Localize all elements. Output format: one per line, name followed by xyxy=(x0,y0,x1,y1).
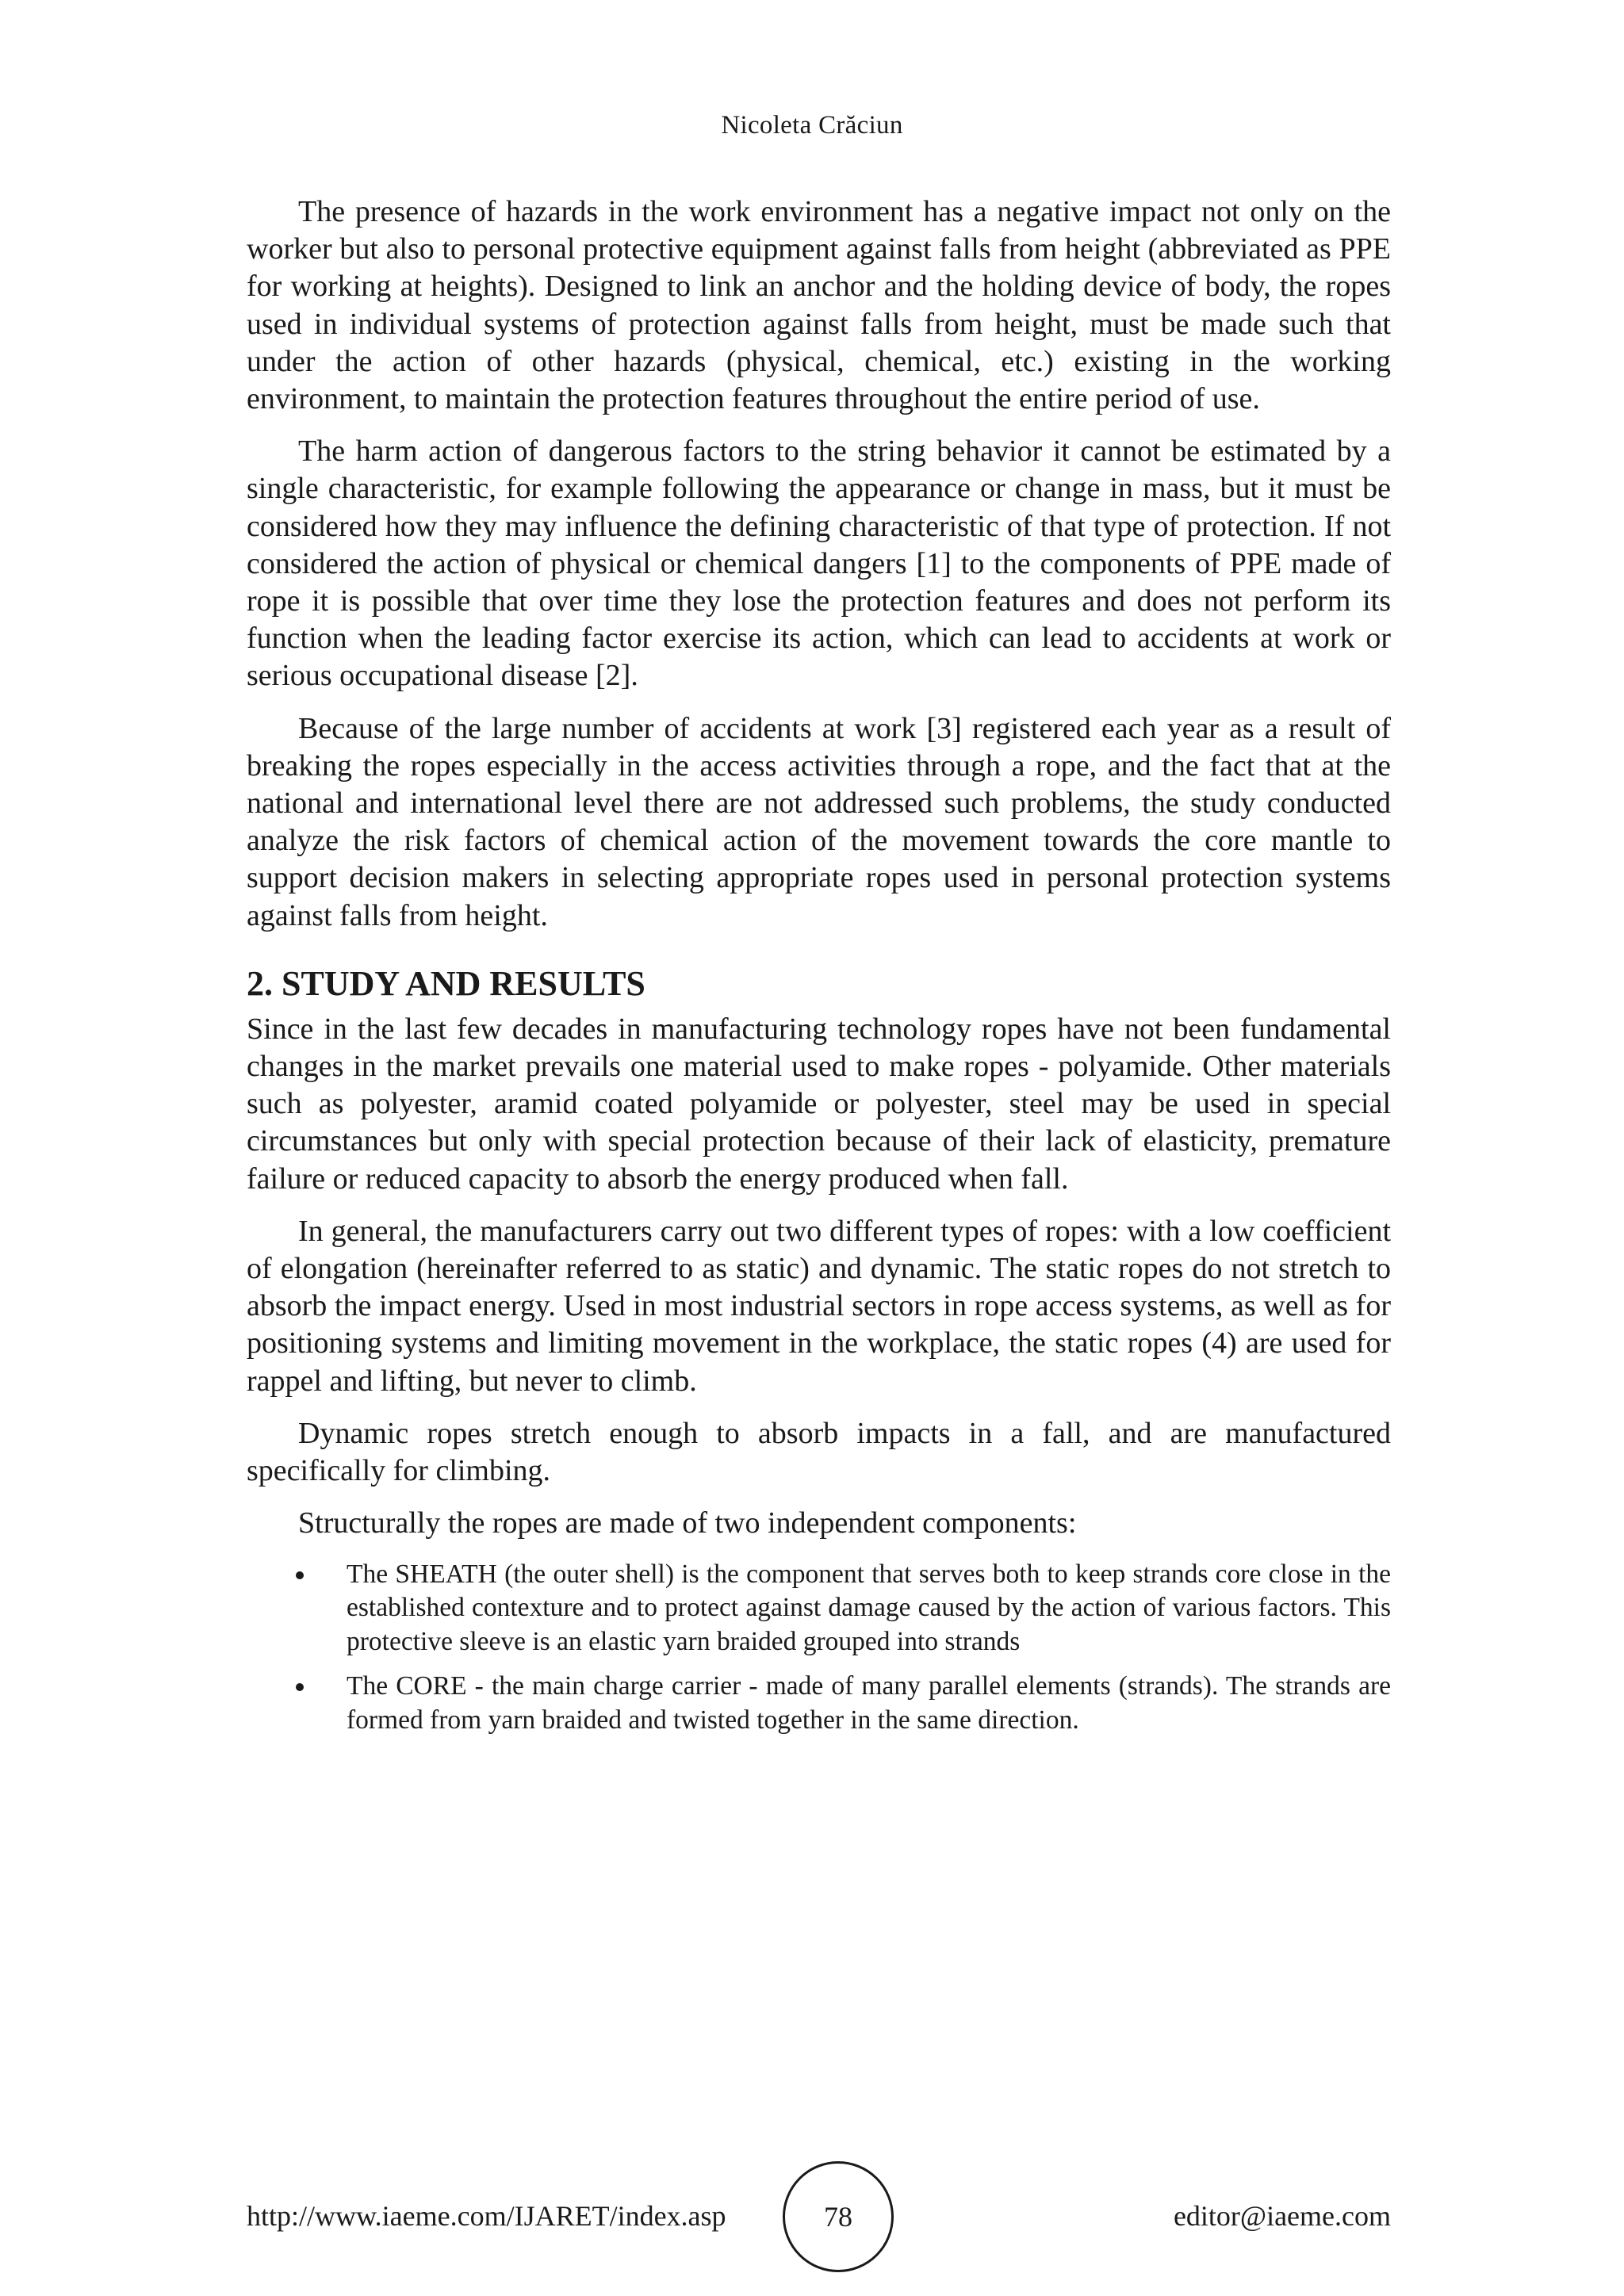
section-paragraph-2: In general, the manufacturers carry out two different types of ropes: with a low coefficient of elongation (hereinafter referred to as static) and dynamic. The static ropes do not stretch to absorb the impact energy. Used in most industrial sectors in rope access systems, as well as for positioning systems and limiting movement in the workplace, the static ropes (4) are used for rappel and lifting, but never to climb. xyxy=(247,1214,1391,1398)
section-paragraph-4: Structurally the ropes are made of two independent components: xyxy=(298,1506,1077,1540)
section-heading: 2. STUDY AND RESULTS xyxy=(247,963,645,1003)
list-item-text: The SHEATH (the outer shell) is the component that serves both to keep strands core close in the established contexture and to protect against damage caused by the action of various factors. This protective sleeve is an elastic yarn braided grouped into strands xyxy=(347,1559,1391,1656)
intro-paragraph-1: The presence of hazards in the work environment has a negative impact not only on the worker but also to personal protective equipment against falls from height (abbreviated as PPE for working at heights). Designed to link an anchor and the holding device of body, the ropes used in individual systems of protection against falls from height, must be made such that under the action of other hazards (physical, chemical, etc.) existing in the working environment, to maintain the protection features throughout the entire period of use. xyxy=(247,195,1391,416)
page-number-badge xyxy=(783,2161,894,2272)
page-footer xyxy=(247,2161,1391,2272)
footer-email-link[interactable]: editor@iaeme.com xyxy=(1173,2200,1391,2232)
intro-paragraph-3: Because of the large number of accidents at work [3] registered each year as a result of breaking the ropes especially in the access activities through a rope, and the fact that at the national and international level there are not addressed such problems, the study conducted analyze the risk factors of chemical action of the movement towards the core mantle to support decision makers in selecting appropriate ropes used in personal protection systems against falls from height. xyxy=(247,711,1391,932)
running-head-author: Nicoleta Crăciun xyxy=(721,111,903,140)
bullet-icon xyxy=(296,1683,304,1691)
intro-paragraph-2: The harm action of dangerous factors to the string behavior it cannot be estimated by a single characteristic, for example following the appearance or change in mass, but it must be considered how they may influence the defining characteristic of that type of protection. If not considered the action of physical or chemical dangers [1] to the components of PPE made of rope it is possible that over time they lose the protection features and does not perform its function when the leading factor exercise its action, which can lead to accidents at work or serious occupational disease [2]. xyxy=(247,434,1391,693)
main-text xyxy=(247,193,1391,1748)
bullet-icon xyxy=(296,1571,304,1579)
component-list xyxy=(247,1558,1391,1738)
footer-url-link[interactable]: http://www.iaeme.com/IJARET/index.asp xyxy=(247,2200,726,2232)
list-item xyxy=(247,1558,1391,1659)
section-paragraph-3: Dynamic ropes stretch enough to absorb impacts in a fall, and are manufactured specifically for climbing. xyxy=(247,1416,1391,1488)
list-item-text: The CORE - the main charge carrier - made of many parallel elements (strands). The strands are formed from yarn braided and twisted together in the same direction. xyxy=(347,1671,1391,1735)
list-item xyxy=(247,1670,1391,1737)
section-paragraph-1: Since in the last few decades in manufacturing technology ropes have not been fundamental changes in the market prevails one material used to make ropes - polyamide. Other materials such as polyester, aramid coated polyamide or polyester, steel may be used in special circumstances but only with special protection because of their lack of elasticity, premature failure or reduced capacity to absorb the energy produced when fall. xyxy=(247,1012,1391,1196)
page-number: 78 xyxy=(824,2201,852,2233)
